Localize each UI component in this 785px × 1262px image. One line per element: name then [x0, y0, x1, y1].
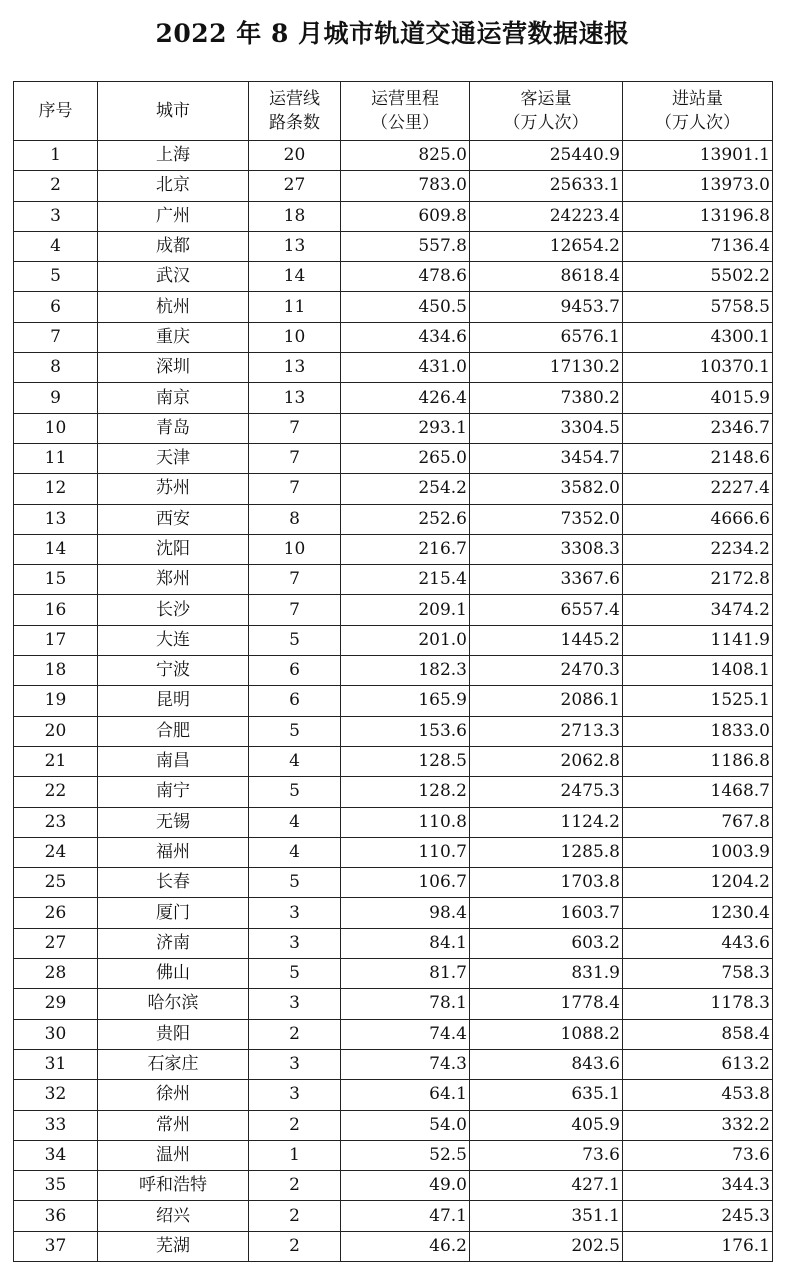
cell-mileage: 84.1 — [341, 928, 470, 958]
cell-index: 19 — [14, 686, 98, 716]
table-row — [14, 322, 773, 352]
table-row — [14, 443, 773, 473]
cell-city: 无锡 — [98, 807, 249, 837]
table-row — [14, 1231, 773, 1261]
cell-passengers: 3304.5 — [470, 413, 623, 443]
cell-lines: 4 — [249, 746, 341, 776]
table-row — [14, 837, 773, 867]
cell-city: 绍兴 — [98, 1201, 249, 1231]
cell-index: 28 — [14, 959, 98, 989]
cell-index: 29 — [14, 989, 98, 1019]
table-row — [14, 231, 773, 261]
table-row — [14, 595, 773, 625]
cell-index: 10 — [14, 413, 98, 443]
cell-lines: 5 — [249, 625, 341, 655]
cell-mileage: 74.4 — [341, 1019, 470, 1049]
cell-mileage: 46.2 — [341, 1231, 470, 1261]
cell-entries: 176.1 — [623, 1231, 773, 1261]
cell-entries: 1186.8 — [623, 746, 773, 776]
cell-mileage: 254.2 — [341, 474, 470, 504]
cell-city: 宁波 — [98, 656, 249, 686]
cell-lines: 2 — [249, 1231, 341, 1261]
table-header-row — [14, 82, 773, 141]
cell-lines: 7 — [249, 595, 341, 625]
cell-index: 32 — [14, 1080, 98, 1110]
cell-entries: 613.2 — [623, 1049, 773, 1079]
table-row — [14, 1110, 773, 1140]
cell-mileage: 47.1 — [341, 1201, 470, 1231]
table-row — [14, 868, 773, 898]
metro-data-table — [13, 81, 773, 1262]
cell-lines: 3 — [249, 898, 341, 928]
cell-lines: 4 — [249, 837, 341, 867]
cell-lines: 2 — [249, 1110, 341, 1140]
cell-passengers: 7352.0 — [470, 504, 623, 534]
cell-lines: 8 — [249, 504, 341, 534]
cell-mileage: 128.5 — [341, 746, 470, 776]
cell-entries: 858.4 — [623, 1019, 773, 1049]
cell-city: 佛山 — [98, 959, 249, 989]
cell-index: 2 — [14, 171, 98, 201]
cell-passengers: 25633.1 — [470, 171, 623, 201]
cell-entries: 453.8 — [623, 1080, 773, 1110]
header-entries-line1: 进站量 — [672, 89, 723, 109]
cell-passengers: 6576.1 — [470, 322, 623, 352]
cell-mileage: 557.8 — [341, 231, 470, 261]
cell-index: 33 — [14, 1110, 98, 1140]
cell-passengers: 3454.7 — [470, 443, 623, 473]
cell-entries: 73.6 — [623, 1140, 773, 1170]
cell-mileage: 165.9 — [341, 686, 470, 716]
cell-city: 昆明 — [98, 686, 249, 716]
cell-city: 长春 — [98, 868, 249, 898]
cell-passengers: 1603.7 — [470, 898, 623, 928]
cell-city: 常州 — [98, 1110, 249, 1140]
header-passengers-line2: （万人次） — [503, 113, 589, 133]
cell-entries: 10370.1 — [623, 353, 773, 383]
cell-city: 大连 — [98, 625, 249, 655]
table-row — [14, 141, 773, 171]
cell-lines: 10 — [249, 322, 341, 352]
cell-mileage: 110.8 — [341, 807, 470, 837]
cell-city: 重庆 — [98, 322, 249, 352]
table-row — [14, 1201, 773, 1231]
cell-passengers: 1778.4 — [470, 989, 623, 1019]
cell-passengers: 3308.3 — [470, 534, 623, 564]
cell-passengers: 3367.6 — [470, 565, 623, 595]
cell-lines: 2 — [249, 1019, 341, 1049]
table-row — [14, 777, 773, 807]
cell-entries: 2227.4 — [623, 474, 773, 504]
cell-mileage: 128.2 — [341, 777, 470, 807]
header-entries — [623, 82, 773, 141]
cell-city: 厦门 — [98, 898, 249, 928]
cell-lines: 3 — [249, 1080, 341, 1110]
cell-index: 14 — [14, 534, 98, 564]
cell-entries: 1141.9 — [623, 625, 773, 655]
cell-index: 6 — [14, 292, 98, 322]
cell-passengers: 2475.3 — [470, 777, 623, 807]
cell-city: 武汉 — [98, 262, 249, 292]
cell-mileage: 450.5 — [341, 292, 470, 322]
cell-city: 合肥 — [98, 716, 249, 746]
cell-lines: 5 — [249, 777, 341, 807]
cell-index: 37 — [14, 1231, 98, 1261]
cell-passengers: 1285.8 — [470, 837, 623, 867]
cell-mileage: 201.0 — [341, 625, 470, 655]
table-row — [14, 171, 773, 201]
table-row — [14, 1019, 773, 1049]
cell-lines: 3 — [249, 989, 341, 1019]
cell-city: 郑州 — [98, 565, 249, 595]
cell-index: 15 — [14, 565, 98, 595]
table-row — [14, 474, 773, 504]
cell-index: 3 — [14, 201, 98, 231]
cell-index: 36 — [14, 1201, 98, 1231]
cell-index: 9 — [14, 383, 98, 413]
cell-index: 22 — [14, 777, 98, 807]
cell-mileage: 106.7 — [341, 868, 470, 898]
cell-passengers: 7380.2 — [470, 383, 623, 413]
table-row — [14, 1080, 773, 1110]
cell-lines: 14 — [249, 262, 341, 292]
header-passengers-line1: 客运量 — [520, 89, 572, 109]
cell-lines: 5 — [249, 716, 341, 746]
cell-city: 深圳 — [98, 353, 249, 383]
cell-city: 成都 — [98, 231, 249, 261]
table-row — [14, 959, 773, 989]
cell-entries: 758.3 — [623, 959, 773, 989]
cell-city: 广州 — [98, 201, 249, 231]
table-row — [14, 1140, 773, 1170]
cell-mileage: 64.1 — [341, 1080, 470, 1110]
cell-index: 30 — [14, 1019, 98, 1049]
cell-mileage: 825.0 — [341, 141, 470, 171]
cell-passengers: 1703.8 — [470, 868, 623, 898]
cell-passengers: 73.6 — [470, 1140, 623, 1170]
cell-passengers: 2470.3 — [470, 656, 623, 686]
cell-passengers: 1445.2 — [470, 625, 623, 655]
cell-entries: 1468.7 — [623, 777, 773, 807]
cell-lines: 6 — [249, 686, 341, 716]
cell-index: 5 — [14, 262, 98, 292]
cell-index: 4 — [14, 231, 98, 261]
cell-mileage: 209.1 — [341, 595, 470, 625]
cell-index: 31 — [14, 1049, 98, 1079]
table-row — [14, 353, 773, 383]
header-mileage-line1: 运营里程 — [371, 89, 439, 109]
table-row — [14, 534, 773, 564]
cell-index: 18 — [14, 656, 98, 686]
cell-lines: 2 — [249, 1171, 341, 1201]
table-row — [14, 565, 773, 595]
cell-lines: 5 — [249, 868, 341, 898]
header-lines-line1: 运营线 — [269, 89, 320, 109]
cell-index: 27 — [14, 928, 98, 958]
cell-mileage: 78.1 — [341, 989, 470, 1019]
cell-lines: 10 — [249, 534, 341, 564]
cell-lines: 2 — [249, 1201, 341, 1231]
cell-mileage: 216.7 — [341, 534, 470, 564]
cell-entries: 2234.2 — [623, 534, 773, 564]
table-row — [14, 928, 773, 958]
cell-city: 贵阳 — [98, 1019, 249, 1049]
header-passengers — [470, 82, 623, 141]
cell-city: 温州 — [98, 1140, 249, 1170]
cell-entries: 13901.1 — [623, 141, 773, 171]
cell-passengers: 1088.2 — [470, 1019, 623, 1049]
header-index: 序号 — [14, 82, 98, 141]
cell-index: 24 — [14, 837, 98, 867]
cell-entries: 1230.4 — [623, 898, 773, 928]
table-row — [14, 262, 773, 292]
cell-mileage: 98.4 — [341, 898, 470, 928]
cell-entries: 443.6 — [623, 928, 773, 958]
table-row — [14, 989, 773, 1019]
cell-index: 16 — [14, 595, 98, 625]
cell-entries: 1525.1 — [623, 686, 773, 716]
cell-index: 35 — [14, 1171, 98, 1201]
table-row — [14, 1171, 773, 1201]
header-lines — [249, 82, 341, 141]
cell-mileage: 609.8 — [341, 201, 470, 231]
cell-passengers: 6557.4 — [470, 595, 623, 625]
cell-entries: 1178.3 — [623, 989, 773, 1019]
cell-passengers: 24223.4 — [470, 201, 623, 231]
cell-lines: 7 — [249, 443, 341, 473]
cell-city: 呼和浩特 — [98, 1171, 249, 1201]
cell-entries: 344.3 — [623, 1171, 773, 1201]
table-row — [14, 504, 773, 534]
cell-mileage: 54.0 — [341, 1110, 470, 1140]
cell-mileage: 293.1 — [341, 413, 470, 443]
cell-index: 26 — [14, 898, 98, 928]
cell-city: 南昌 — [98, 746, 249, 776]
cell-entries: 2148.6 — [623, 443, 773, 473]
cell-city: 南京 — [98, 383, 249, 413]
cell-lines: 7 — [249, 413, 341, 443]
cell-entries: 4300.1 — [623, 322, 773, 352]
cell-mileage: 478.6 — [341, 262, 470, 292]
cell-city: 长沙 — [98, 595, 249, 625]
cell-mileage: 434.6 — [341, 322, 470, 352]
cell-city: 济南 — [98, 928, 249, 958]
cell-city: 青岛 — [98, 413, 249, 443]
table-row — [14, 686, 773, 716]
cell-index: 17 — [14, 625, 98, 655]
cell-passengers: 405.9 — [470, 1110, 623, 1140]
cell-passengers: 25440.9 — [470, 141, 623, 171]
cell-index: 21 — [14, 746, 98, 776]
table-row — [14, 1049, 773, 1079]
cell-entries: 5502.2 — [623, 262, 773, 292]
cell-passengers: 9453.7 — [470, 292, 623, 322]
cell-index: 8 — [14, 353, 98, 383]
cell-mileage: 783.0 — [341, 171, 470, 201]
cell-lines: 20 — [249, 141, 341, 171]
cell-passengers: 635.1 — [470, 1080, 623, 1110]
cell-city: 芜湖 — [98, 1231, 249, 1261]
cell-mileage: 81.7 — [341, 959, 470, 989]
cell-index: 25 — [14, 868, 98, 898]
cell-index: 20 — [14, 716, 98, 746]
cell-passengers: 202.5 — [470, 1231, 623, 1261]
cell-passengers: 12654.2 — [470, 231, 623, 261]
cell-city: 哈尔滨 — [98, 989, 249, 1019]
cell-index: 34 — [14, 1140, 98, 1170]
cell-city: 徐州 — [98, 1080, 249, 1110]
cell-entries: 1204.2 — [623, 868, 773, 898]
cell-city: 西安 — [98, 504, 249, 534]
header-lines-line2: 路条数 — [269, 113, 320, 133]
cell-city: 上海 — [98, 141, 249, 171]
cell-entries: 7136.4 — [623, 231, 773, 261]
cell-entries: 1833.0 — [623, 716, 773, 746]
cell-index: 7 — [14, 322, 98, 352]
cell-lines: 3 — [249, 1049, 341, 1079]
table-row — [14, 807, 773, 837]
cell-entries: 1003.9 — [623, 837, 773, 867]
table-row — [14, 656, 773, 686]
cell-entries: 4015.9 — [623, 383, 773, 413]
cell-entries: 13973.0 — [623, 171, 773, 201]
cell-city: 北京 — [98, 171, 249, 201]
cell-entries: 2346.7 — [623, 413, 773, 443]
cell-passengers: 831.9 — [470, 959, 623, 989]
cell-lines: 18 — [249, 201, 341, 231]
cell-index: 1 — [14, 141, 98, 171]
header-city: 城市 — [98, 82, 249, 141]
cell-entries: 332.2 — [623, 1110, 773, 1140]
cell-passengers: 1124.2 — [470, 807, 623, 837]
cell-lines: 13 — [249, 231, 341, 261]
cell-lines: 27 — [249, 171, 341, 201]
cell-city: 石家庄 — [98, 1049, 249, 1079]
cell-passengers: 2062.8 — [470, 746, 623, 776]
cell-lines: 7 — [249, 565, 341, 595]
cell-lines: 3 — [249, 928, 341, 958]
cell-city: 杭州 — [98, 292, 249, 322]
cell-city: 苏州 — [98, 474, 249, 504]
header-mileage — [341, 82, 470, 141]
cell-mileage: 49.0 — [341, 1171, 470, 1201]
cell-entries: 767.8 — [623, 807, 773, 837]
header-entries-line2: （万人次） — [655, 113, 740, 133]
cell-mileage: 153.6 — [341, 716, 470, 746]
cell-lines: 6 — [249, 656, 341, 686]
cell-mileage: 426.4 — [341, 383, 470, 413]
cell-mileage: 265.0 — [341, 443, 470, 473]
table-row — [14, 201, 773, 231]
cell-passengers: 17130.2 — [470, 353, 623, 383]
cell-index: 11 — [14, 443, 98, 473]
cell-city: 天津 — [98, 443, 249, 473]
table-row — [14, 383, 773, 413]
cell-lines: 13 — [249, 353, 341, 383]
cell-passengers: 603.2 — [470, 928, 623, 958]
cell-entries: 3474.2 — [623, 595, 773, 625]
cell-mileage: 182.3 — [341, 656, 470, 686]
cell-mileage: 74.3 — [341, 1049, 470, 1079]
cell-lines: 11 — [249, 292, 341, 322]
cell-mileage: 110.7 — [341, 837, 470, 867]
cell-lines: 7 — [249, 474, 341, 504]
cell-passengers: 2713.3 — [470, 716, 623, 746]
table-row — [14, 292, 773, 322]
cell-passengers: 8618.4 — [470, 262, 623, 292]
cell-index: 12 — [14, 474, 98, 504]
cell-city: 沈阳 — [98, 534, 249, 564]
cell-entries: 245.3 — [623, 1201, 773, 1231]
cell-entries: 1408.1 — [623, 656, 773, 686]
cell-passengers: 427.1 — [470, 1171, 623, 1201]
cell-mileage: 52.5 — [341, 1140, 470, 1170]
cell-mileage: 431.0 — [341, 353, 470, 383]
cell-index: 23 — [14, 807, 98, 837]
cell-entries: 5758.5 — [623, 292, 773, 322]
cell-city: 南宁 — [98, 777, 249, 807]
cell-passengers: 843.6 — [470, 1049, 623, 1079]
cell-entries: 2172.8 — [623, 565, 773, 595]
table-row — [14, 716, 773, 746]
header-mileage-line2: （公里） — [371, 113, 439, 133]
cell-lines: 4 — [249, 807, 341, 837]
cell-passengers: 3582.0 — [470, 474, 623, 504]
table-row — [14, 898, 773, 928]
cell-lines: 1 — [249, 1140, 341, 1170]
table-row — [14, 746, 773, 776]
cell-passengers: 2086.1 — [470, 686, 623, 716]
cell-entries: 13196.8 — [623, 201, 773, 231]
cell-index: 13 — [14, 504, 98, 534]
cell-city: 福州 — [98, 837, 249, 867]
cell-mileage: 252.6 — [341, 504, 470, 534]
table-row — [14, 413, 773, 443]
table-row — [14, 625, 773, 655]
cell-entries: 4666.6 — [623, 504, 773, 534]
cell-lines: 13 — [249, 383, 341, 413]
cell-mileage: 215.4 — [341, 565, 470, 595]
page-title: 2022 年 8 月城市轨道交通运营数据速报 — [155, 19, 630, 48]
cell-lines: 5 — [249, 959, 341, 989]
cell-passengers: 351.1 — [470, 1201, 623, 1231]
